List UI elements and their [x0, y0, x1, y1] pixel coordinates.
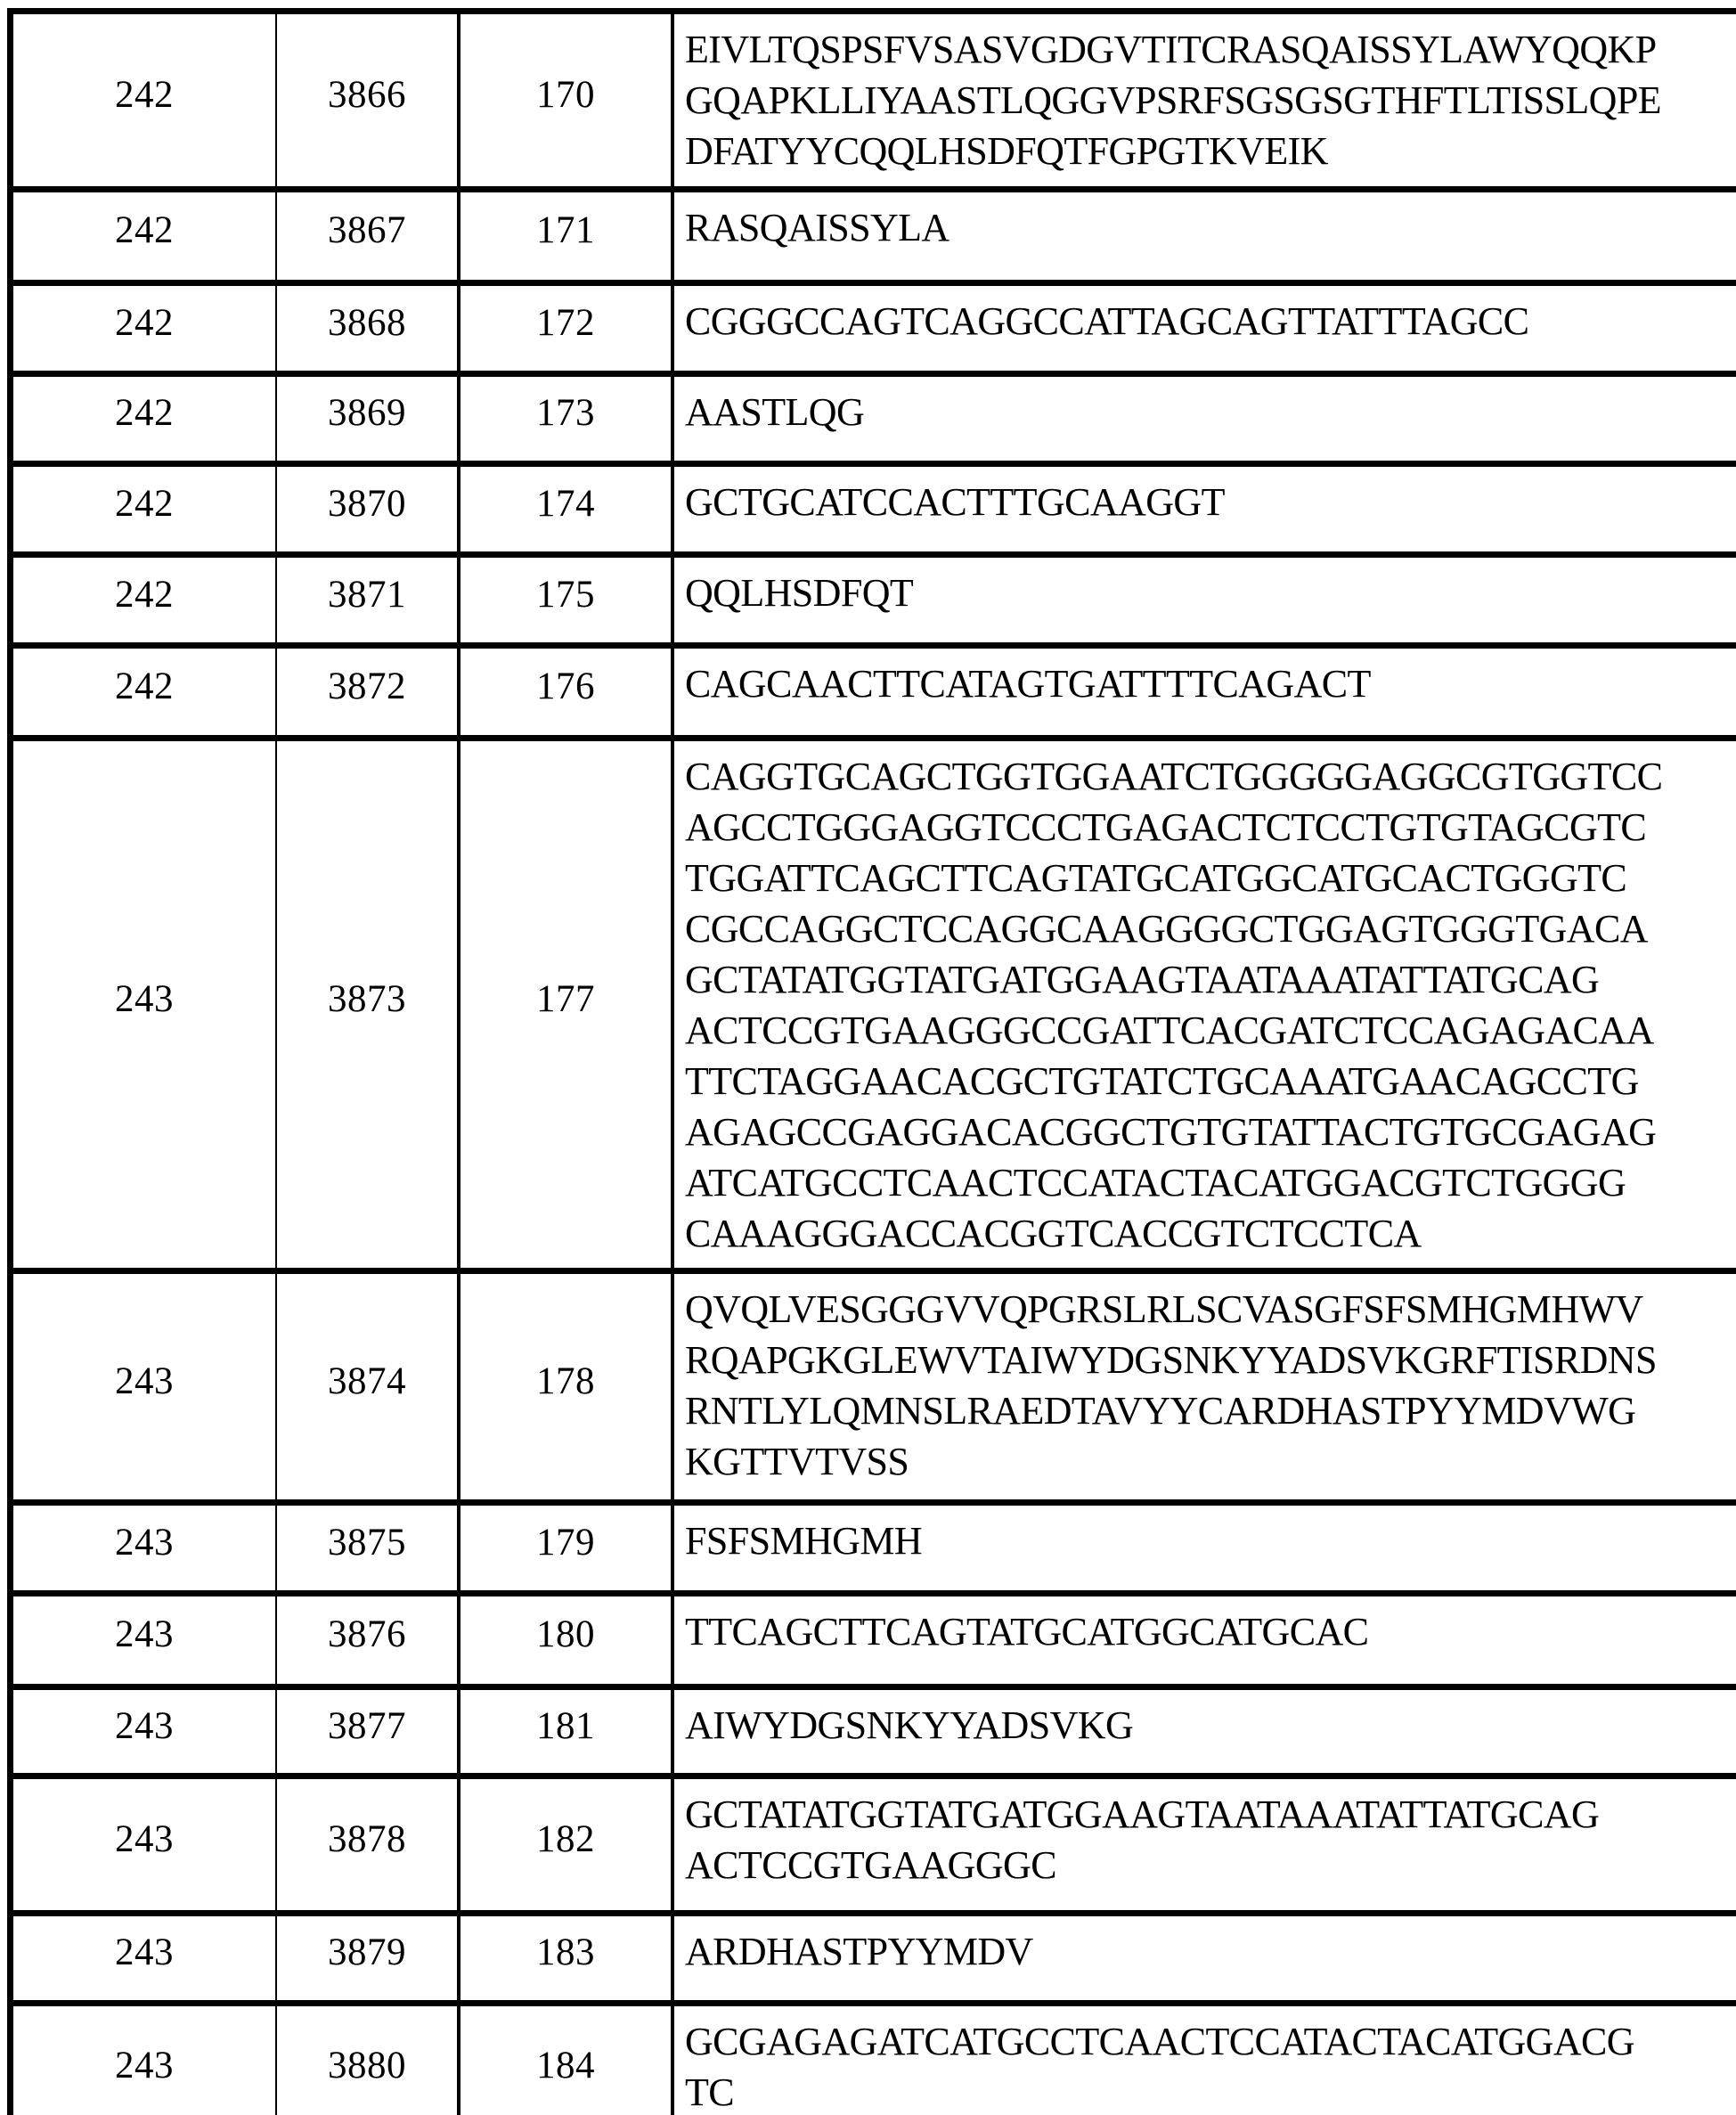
col1-cell: 242	[11, 190, 277, 283]
table-row	[11, 1914, 1736, 2004]
col2-cell: 3875	[276, 1503, 459, 1594]
sequence-cell: EIVLTQSPSFVSASVGDGVTITCRASQAISSYLAWYQQKP GQAPKLLIYAASTLQGGVPSRFSGSGSGTHFTLTISSLQPE DFATYYCQQLHSDFQTFGPGTKVEIK	[672, 12, 1736, 190]
col2-cell: 3880	[276, 2004, 459, 2115]
sequence-cell: FSFSMHGMH	[672, 1503, 1736, 1594]
table-row	[11, 464, 1736, 555]
col2-cell: 3867	[276, 190, 459, 283]
sequence-cell: GCGAGAGATCATGCCTCAACTCCATACTACATGGACG TC	[672, 2004, 1736, 2115]
table-row	[11, 12, 1736, 190]
table-row	[11, 1687, 1736, 1776]
seq-id-cell: 173	[459, 374, 672, 464]
col2-cell: 3874	[276, 1271, 459, 1503]
seq-id-cell: 180	[459, 1594, 672, 1687]
sequence-cell: QQLHSDFQT	[672, 555, 1736, 646]
sequence-cell: RASQAISSYLA	[672, 190, 1736, 283]
sequence-cell: GCTGCATCCACTTTGCAAGGT	[672, 464, 1736, 555]
seq-id-cell: 175	[459, 555, 672, 646]
table-row	[11, 190, 1736, 283]
sequence-cell: TTCAGCTTCAGTATGCATGGCATGCAC	[672, 1594, 1736, 1687]
seq-id-cell: 179	[459, 1503, 672, 1594]
col2-cell: 3877	[276, 1687, 459, 1776]
col1-cell: 243	[11, 1776, 277, 1914]
col2-cell: 3868	[276, 283, 459, 374]
sequence-cell: CGGGCCAGTCAGGCCATTAGCAGTTATTTAGCC	[672, 283, 1736, 374]
table-row	[11, 646, 1736, 739]
col1-cell: 242	[11, 283, 277, 374]
sequence-cell: AASTLQG	[672, 374, 1736, 464]
col2-cell: 3871	[276, 555, 459, 646]
sequence-cell: CAGCAACTTCATAGTGATTTTCAGACT	[672, 646, 1736, 739]
sequence-cell: CAGGTGCAGCTGGTGGAATCTGGGGGAGGCGTGGTCC AGCCTGGGAGGTCCCTGAGACTCTCCTGTGTAGCGTC TGGATTCAGCTTCAGTATGCATGGCATGCACTGGGTC CGCCAGGCTCCAGGCAAGGGGCTGGAGTGGGTGACA GCTATATGGTATGATGGAAGTAATAAATATTATGCAG ACTCCGTGAAGGGCCGATTCACGATCTCCAGAGACAA TTCTAGGAACACGCTGTATCTGCAAATGAACAGCCTG AGAGCCGAGGACACGGCTGTGTATTACTGTGCGAGAG ATCATGCCTCAACTCCATACTACATGGACGTCTGGGG CAAAGGGACCACGGTCACCGTCTCCTCA	[672, 739, 1736, 1271]
table-row	[11, 2004, 1736, 2115]
seq-id-cell: 182	[459, 1776, 672, 1914]
seq-id-cell: 172	[459, 283, 672, 374]
col2-cell: 3873	[276, 739, 459, 1271]
seq-id-cell: 174	[459, 464, 672, 555]
sequence-listing-table	[7, 8, 1736, 2115]
table-row	[11, 555, 1736, 646]
col2-cell: 3878	[276, 1776, 459, 1914]
col1-cell: 243	[11, 1503, 277, 1594]
col1-cell: 243	[11, 1687, 277, 1776]
seq-id-cell: 177	[459, 739, 672, 1271]
sequence-cell: QVQLVESGGGVVQPGRSLRLSCVASGFSFSMHGMHWV RQAPGKGLEWVTAIWYDGSNKYYADSVKGRFTISRDNS RNTLYLQMNSLRAEDTAVYYCARDHASTPYYMDVWG KGTTVTVSS	[672, 1271, 1736, 1503]
col2-cell: 3869	[276, 374, 459, 464]
col1-cell: 242	[11, 464, 277, 555]
table-row	[11, 1776, 1736, 1914]
sequence-cell: GCTATATGGTATGATGGAAGTAATAAATATTATGCAG ACTCCGTGAAGGGC	[672, 1776, 1736, 1914]
sequence-cell: ARDHASTPYYMDV	[672, 1914, 1736, 2004]
table-row	[11, 739, 1736, 1271]
seq-id-cell: 184	[459, 2004, 672, 2115]
seq-id-cell: 181	[459, 1687, 672, 1776]
col2-cell: 3879	[276, 1914, 459, 2004]
col2-cell: 3866	[276, 12, 459, 190]
col1-cell: 243	[11, 2004, 277, 2115]
table-row	[11, 1594, 1736, 1687]
table-row	[11, 1271, 1736, 1503]
col1-cell: 242	[11, 646, 277, 739]
table-row	[11, 283, 1736, 374]
col1-cell: 243	[11, 1914, 277, 2004]
seq-id-cell: 170	[459, 12, 672, 190]
col1-cell: 243	[11, 1271, 277, 1503]
sequence-cell: AIWYDGSNKYYADSVKG	[672, 1687, 1736, 1776]
col2-cell: 3870	[276, 464, 459, 555]
col2-cell: 3872	[276, 646, 459, 739]
col2-cell: 3876	[276, 1594, 459, 1687]
col1-cell: 243	[11, 739, 277, 1271]
table-row	[11, 374, 1736, 464]
table-row	[11, 1503, 1736, 1594]
col1-cell: 242	[11, 12, 277, 190]
col1-cell: 242	[11, 555, 277, 646]
seq-id-cell: 178	[459, 1271, 672, 1503]
seq-id-cell: 183	[459, 1914, 672, 2004]
seq-id-cell: 176	[459, 646, 672, 739]
col1-cell: 242	[11, 374, 277, 464]
seq-id-cell: 171	[459, 190, 672, 283]
col1-cell: 243	[11, 1594, 277, 1687]
